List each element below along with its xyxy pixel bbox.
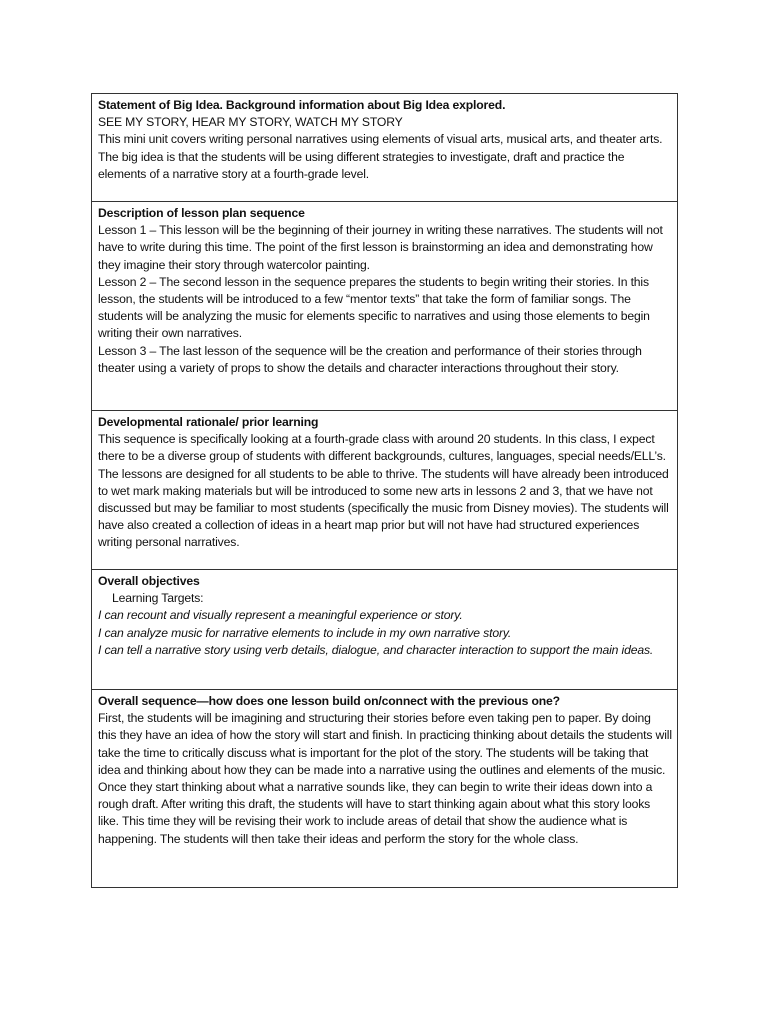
section-objectives	[92, 569, 677, 689]
section-heading: Overall objectives	[98, 574, 200, 588]
learning-targets-label: Learning Targets:	[112, 591, 204, 606]
unit-title: SEE MY STORY, HEAR MY STORY, WATCH MY STORY	[98, 115, 403, 130]
paragraph-lesson-2: Lesson 2 – The second lesson in the sequence prepares the students to begin writing their stories. In this lesson, the students will be introduced to a few “mentor texts” that take the form of familiar songs. The students will be analyzing the music for elements specific to narratives and using those elements to begin writing their own narratives.	[98, 274, 650, 341]
learning-target: I can tell a narrative story using verb details, dialogue, and character interaction to support the main ideas.	[98, 642, 654, 657]
section-rationale	[92, 410, 677, 569]
paragraph-lesson-1: Lesson 1 – This lesson will be the beginning of their journey in writing these narratives. The students will not have to write during this time. The point of the first lesson is brainstorming an idea and demonstrating how they imagine their story through watercolor painting.	[98, 223, 663, 272]
learning-target: I can recount and visually represent a meaningful experience or story.	[98, 608, 463, 623]
paragraph: First, the students will be imagining and structuring their stories before even taking pen to paper. By doing this they have an idea of how the story will start and finish. In practicing thinking about details the students will take the time to critically discuss what is important for the plot of the story. The students will be taking that idea and thinking about how they can be made into a narrative using the outlines and elements of the music. Once they start thinking about what a narrative sounds like, they can begin to write their ideas down into a rough draft. After writing this draft, the students will have to start thinking again about what this story looks like. This time they will be revising their work to include areas of detail that show the audience what is happening. The students will then take their ideas and perform the story for the whole class.	[98, 711, 672, 846]
paragraph: This mini unit covers writing personal narratives using elements of visual arts, musical arts, and theater arts. The big idea is that the students will be using different strategies to investigate, draft and practice the elements of a narrative story at a fourth-grade level.	[98, 132, 663, 181]
section-overall-sequence	[92, 689, 677, 887]
section-heading: Statement of Big Idea. Background information about Big Idea explored.	[98, 98, 506, 112]
section-big-idea	[92, 94, 677, 201]
section-heading: Developmental rationale/ prior learning	[98, 415, 319, 429]
lesson-plan-table	[91, 93, 678, 888]
paragraph-lesson-3: Lesson 3 – The last lesson of the sequence will be the creation and performance of their stories through theater using a variety of props to show the details and character interactions throughout their story.	[98, 343, 642, 375]
section-heading: Overall sequence—how does one lesson build on/connect with the previous one?	[98, 694, 560, 708]
paragraph: This sequence is specifically looking at a fourth-grade class with around 20 students. In this class, I expect there to be a diverse group of students with different backgrounds, cultures, languages, special needs/ELL’s. The lessons are designed for all students to be able to thrive. The students will have already been introduced to wet mark making materials but will be introduced to some new arts in lessons 2 and 3, that we have not discussed but may be familiar to most students (specifically the music from Disney movies). The students will have also created a collection of ideas in a heart map prior but will not have had structured experiences writing personal narratives.	[98, 432, 669, 550]
learning-target: I can analyze music for narrative elements to include in my own narrative story.	[98, 625, 512, 640]
section-lesson-sequence	[92, 201, 677, 410]
section-heading: Description of lesson plan sequence	[98, 206, 305, 220]
